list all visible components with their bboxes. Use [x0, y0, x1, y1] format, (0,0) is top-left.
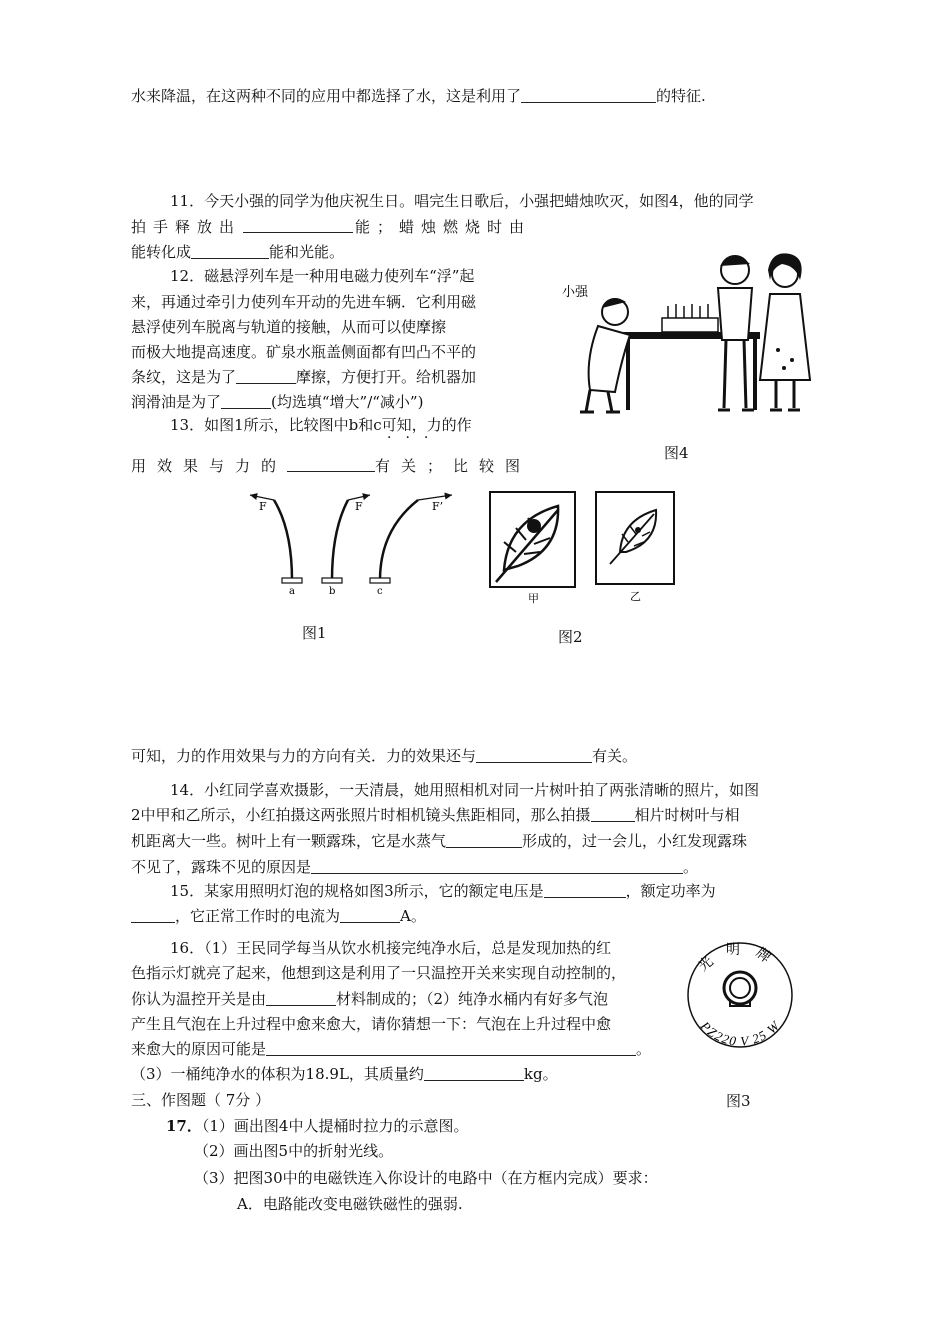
answer-blank[interactable]	[287, 456, 375, 472]
q17-item2: （2）画出图5中的折射光线。	[194, 1142, 394, 1160]
q12-line1: 12．磁悬浮列车是一种用电磁力使列车“浮”起	[170, 267, 475, 285]
q14-line3: 机距离大一些。树叶上有一颗露珠，它是水蒸气 形成的，过一会儿，小红发现露珠	[131, 832, 748, 850]
answer-blank[interactable]	[544, 882, 626, 898]
q17-item3: （3）把图30中的电磁铁连入你设计的电路中（在方框内完成）要求：	[194, 1169, 658, 1187]
q13-line1: 13．如图1所示，比较图中b和c可知，力的作	[170, 416, 472, 434]
q13-line2: 用效果与力的 有关；比较图	[131, 457, 531, 475]
q13-line3: 可知，力的作用效果与力的方向有关．力的效果还与 有关。	[131, 747, 638, 765]
figure-3-bulb-nameplate	[684, 940, 796, 1050]
answer-blank[interactable]	[131, 907, 175, 923]
rod-label: c	[377, 586, 383, 597]
q16-line5: 来愈大的原因可能是 。	[131, 1040, 652, 1058]
q16-line3: 你认为温控开关是由 材料制成的；（2）纯净水桶内有好多气泡	[131, 990, 609, 1008]
q15-line2: ，它正常工作时的电流为 A。	[131, 906, 426, 926]
figure-3-caption: 图3	[726, 1092, 751, 1110]
answer-blank[interactable]	[476, 747, 592, 763]
q11-line3: 能转化成 能和光能。	[131, 243, 345, 261]
q17-item-a: A．电路能改变电磁铁磁性的强弱.	[237, 1195, 463, 1213]
figure-2-caption: 图2	[558, 628, 583, 646]
q11-line2: 拍手释放出 能；蜡烛燃烧时由	[131, 218, 531, 236]
section-3-title: 三、作图题（ 7分 ）	[131, 1091, 271, 1109]
answer-blank[interactable]	[311, 858, 683, 874]
answer-blank[interactable]	[591, 806, 635, 822]
answer-blank[interactable]	[221, 393, 271, 409]
emphasis-dots: ···	[387, 430, 443, 446]
nameplate-brand: 光明牌	[695, 942, 785, 975]
figure-2-leaves	[488, 490, 678, 605]
figure-4-birthday	[560, 240, 825, 420]
photo-label: 乙	[630, 590, 641, 603]
answer-blank[interactable]	[521, 87, 656, 103]
answer-blank[interactable]	[266, 1040, 636, 1056]
q16-line6: （3）一桶纯净水的体积为18.9L，其质量约 kg。	[131, 1065, 558, 1083]
force-label: F’	[432, 500, 444, 513]
q17-line1: 17．（1）画出图4中人提桶时拉力的示意图。	[166, 1117, 469, 1135]
q10-tail: 水来降温，在这两种不同的应用中都选择了水，这是利用了 的特征.	[131, 87, 706, 105]
rod-label: b	[329, 586, 336, 597]
q14-line2: 2中甲和乙所示，小红拍摄这两张照片时相机镜头焦距相同，那么拍摄 相片时树叶与相	[131, 806, 740, 824]
q12-line2: 来，再通过牵引力使列车开动的先进车辆．它利用磁	[131, 293, 477, 311]
answer-blank[interactable]	[243, 217, 353, 233]
q16-line1: 16．（1）王民同学每当从饮水机接完纯净水后，总是发现加热的红	[170, 939, 612, 957]
nameplate-spec: PZ220 V 25 W	[697, 1018, 783, 1049]
q14-line1: 14．小红同学喜欢摄影，一天清晨，她用照相机对同一片树叶拍了两张清晰的照片，如图	[170, 781, 760, 799]
figure-1-caption: 图1	[302, 624, 327, 642]
answer-blank[interactable]	[191, 243, 269, 259]
figure-4-name-label: 小强	[562, 284, 589, 299]
figure-4-caption: 图4	[664, 444, 689, 462]
rod-label: a	[289, 586, 295, 597]
answer-blank[interactable]	[236, 368, 296, 384]
answer-blank[interactable]	[340, 907, 400, 923]
q12-line4: 而极大地提高速度。矿泉水瓶盖侧面都有凹凸不平的	[131, 343, 477, 361]
answer-blank[interactable]	[266, 990, 336, 1006]
q12-line6: 润滑油是为了 (均选填“增大”/“减小”)	[131, 393, 424, 411]
q16-line2: 色指示灯就亮了起来，他想到这是利用了一只温控开关来实现自动控制的，	[131, 964, 627, 982]
photo-label: 甲	[528, 592, 539, 605]
q12-line5: 条纹，这是为了 摩擦，方便打开。给机器加	[131, 368, 477, 386]
answer-blank[interactable]	[424, 1065, 524, 1081]
q16-line4: 产生且气泡在上升过程中愈来愈大，请你猜想一下：气泡在上升过程中愈	[131, 1015, 612, 1033]
force-label: F	[259, 500, 267, 513]
figure-1-rods	[240, 490, 470, 600]
q15-line1: 15．某家用照明灯泡的规格如图3所示，它的额定电压是 ，额定功率为	[170, 882, 716, 900]
q14-line4: 不见了，露珠不见的原因是 。	[131, 858, 699, 876]
force-label: F	[355, 500, 363, 513]
q11-line1: 11．今天小强的同学为他庆祝生日。唱完生日歌后，小强把蜡烛吹灭，如图4，他的同学	[170, 192, 754, 210]
q12-line3: 悬浮使列车脱离与轨道的接触，从而可以使摩擦	[131, 318, 447, 336]
answer-blank[interactable]	[446, 832, 522, 848]
